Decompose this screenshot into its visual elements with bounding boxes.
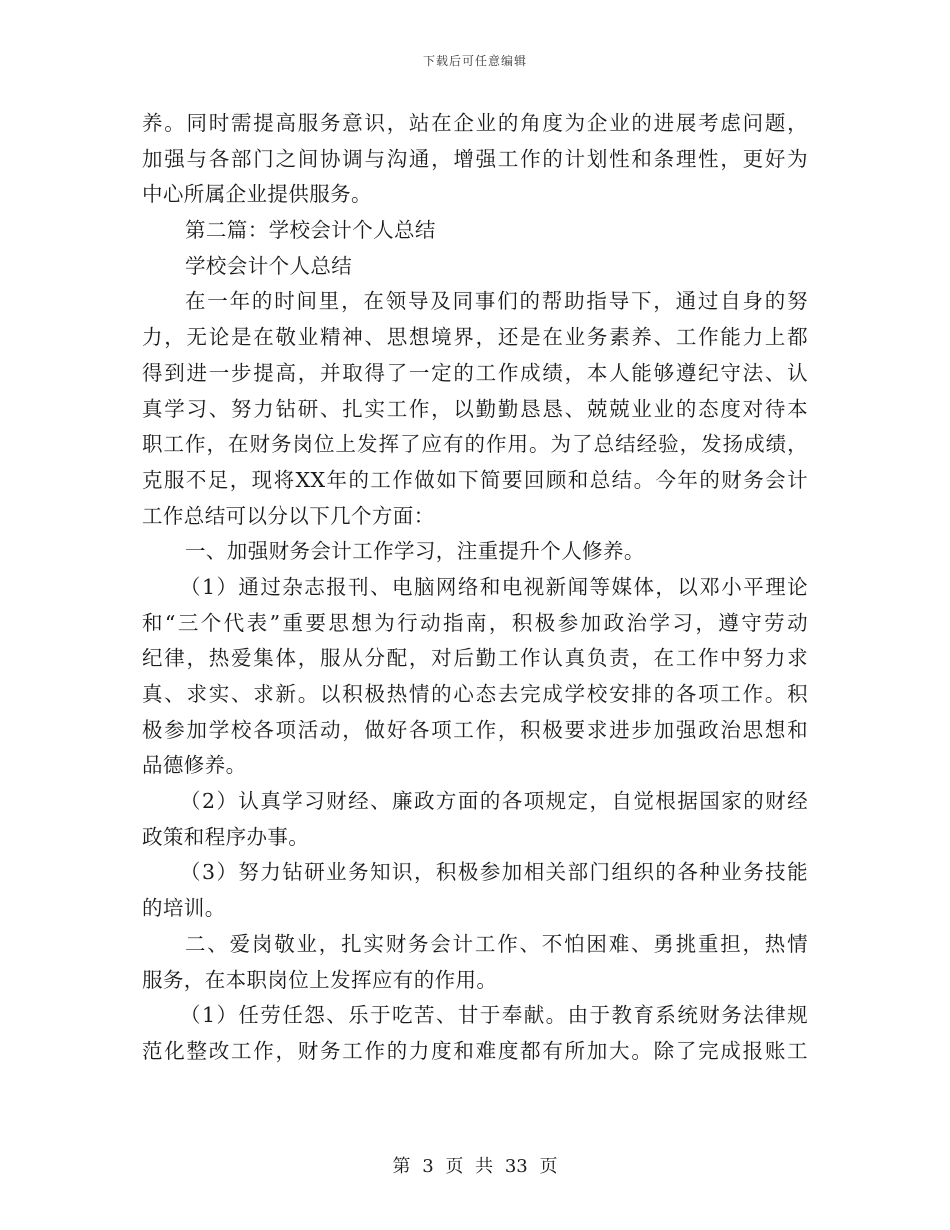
text-line: 克服不足，现将XX年的工作做如下简要回顾和总结。今年的财务会计 xyxy=(142,467,808,492)
text-line: 的培训。 xyxy=(142,896,226,921)
list-heading: 二、爱岗敬业，扎实财务会计工作、不怕困难、勇挑重担，热情 xyxy=(185,931,808,956)
text-line: 极参加学校各项活动，做好各项工作，积极要求进步加强政治思想和 xyxy=(142,717,808,742)
text-line: 真学习、努力钻研、扎实工作，以勤勤恳恳、兢兢业业的态度对待本 xyxy=(142,396,808,421)
text-line: 在一年的时间里，在领导及同事们的帮助指导下，通过自身的努 xyxy=(185,289,808,314)
text-line: （2）认真学习财经、廉政方面的各项规定，自觉根据国家的财经 xyxy=(180,789,808,814)
text-line: 职工作，在财务岗位上发挥了应有的作用。为了总结经验，发扬成绩， xyxy=(142,432,808,457)
section-title: 第二篇：学校会计个人总结 xyxy=(185,218,436,243)
text-line: 养。同时需提高服务意识，站在企业的角度为企业的进展考虑问题， xyxy=(142,111,808,135)
text-line: 品德修养。 xyxy=(142,753,247,778)
text-line: 范化整改工作，财务工作的力度和难度都有所加大。除了完成报账工 xyxy=(142,1038,808,1063)
list-heading: 一、加强财务会计工作学习，注重提升个人修养。 xyxy=(185,539,645,564)
page-header: 下载后可任意编辑 xyxy=(422,54,527,68)
section-subtitle: 学校会计个人总结 xyxy=(185,253,353,278)
text-line: 中心所属企业提供服务。 xyxy=(142,182,372,207)
text-line: 得到进一步提高，并取得了一定的工作成绩，本人能够遵纪守法、认 xyxy=(142,360,808,385)
text-line: 真、求实、求新。以积极热情的心态去完成学校安排的各项工作。积 xyxy=(142,682,808,706)
text-line: （1）通过杂志报刊、电脑网络和电视新闻等媒体，以邓小平理论 xyxy=(180,574,808,599)
text-line: 服务，在本职岗位上发挥应有的作用。 xyxy=(142,967,498,992)
text-line: （3）努力钻研业务知识，积极参加相关部门组织的各种业务技能 xyxy=(180,860,808,885)
page-number-footer: 第 3 页 共 33 页 xyxy=(392,1156,558,1177)
text-line: 加强与各部门之间协调与沟通，增强工作的计划性和条理性，更好为 xyxy=(142,146,808,171)
text-line: （1）任劳任怨、乐于吃苦、甘于奉献。由于教育系统财务法律规 xyxy=(180,1003,808,1028)
text-line: 和“三个代表”重要思想为行动指南，积极参加政治学习，遵守劳动 xyxy=(142,610,808,635)
text-line: 政策和程序办事。 xyxy=(142,824,310,849)
text-line: 工作总结可以分以下几个方面： xyxy=(142,503,435,528)
text-line: 纪律，热爱集体，服从分配，对后勤工作认真负责，在工作中努力求 xyxy=(142,646,808,671)
document-body xyxy=(142,106,808,1070)
text-line: 力，无论是在敬业精神、思想境界，还是在业务素养、工作能力上都 xyxy=(142,325,808,350)
